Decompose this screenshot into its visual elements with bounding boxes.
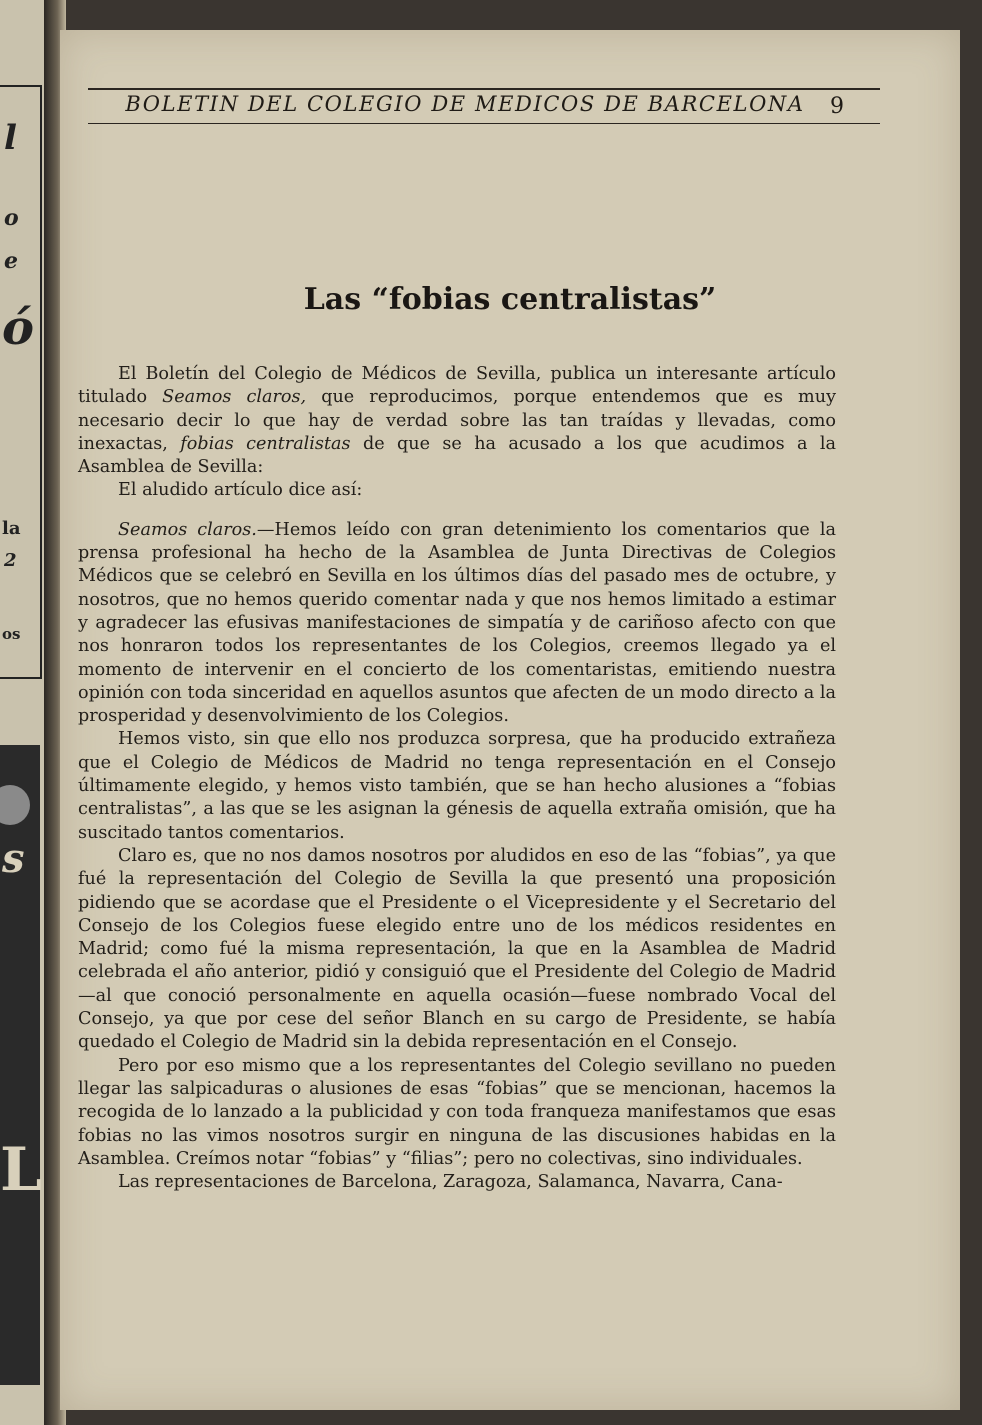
quoted-paragraph: Las representaciones de Barcelona, Zaragoza, Salamanca, Navarra, Cana- — [118, 1172, 783, 1193]
quoted-paragraph: Claro es, que no nos damos nosotros por aludidos en eso de las “fobias”, ya que fué la representación del Colegio de Sevilla la que presentó una proposición pidiendo que se acordase que el Presidente o el Vicepresidente y el Secretario del Consejo de los Colegios fuese elegido entre uno de los médicos residentes en Madrid; como fué la misma representación, la que en la Asamblea de Madrid celebrada el año anterior, pidió y consiguió que el Presidente del Colegio de Madrid—al que conoció personalmente en aquella ocasión—fuese nombrado Vocal del Consejo, ya que por cese del señor Blanch en su cargo de Presidente, se había quedado el Colegio de Madrid sin la debida representación en el Consejo. — [78, 845, 836, 1053]
facing-page-ornament — [0, 785, 30, 825]
facing-page-fragment: o — [4, 205, 19, 231]
facing-page-fragment: la — [2, 518, 21, 539]
page-number: 9 — [830, 94, 844, 119]
facing-page-fragment: e — [4, 248, 18, 274]
facing-page-fragment: s — [2, 835, 25, 882]
facing-page-edge — [0, 0, 50, 1425]
document-page — [60, 30, 960, 1410]
header-rule — [88, 88, 880, 90]
facing-page-fragment: l — [4, 118, 17, 158]
facing-page-fragment: ó — [2, 300, 35, 356]
intro-paragraph: El Boletín del Colegio de Médicos de Sevilla, publica un interesante artículo titulado Seamos claros, que reproducimos, porque entendemos que es muy necesario decir lo que hay de verdad sobre las tan traídas y llevadas, como inexactas, fobias centralistas de que se ha acusado a los que acudimos a la Asamblea de Sevilla: — [78, 364, 837, 478]
running-header-title: BOLETIN DEL COLEGIO DE MEDICOS DE BARCELONA — [125, 92, 805, 116]
article-body — [78, 363, 836, 1194]
quoted-paragraph: Hemos visto, sin que ello nos produzca sorpresa, que ha producido extrañeza que el Colegio de Médicos de Madrid no tenga representación en el Consejo últimamente elegido, y hemos visto también, que se han hecho alusiones a “fobias centralistas”, a las que se les asignan la génesis de aquella extraña omisión, que ha suscitado tantos comentarios. — [78, 729, 836, 843]
facing-page-fragment: 2 — [4, 550, 17, 571]
intro-paragraph: El aludido artículo dice así: — [118, 480, 363, 501]
facing-page-fragment: L — [0, 1135, 43, 1205]
header-rule — [88, 123, 880, 124]
facing-page-fragment: os — [2, 625, 21, 643]
facing-page-frame — [0, 85, 42, 679]
facing-page-dark-block — [0, 745, 43, 1385]
article-title: Las “fobias centralistas” — [303, 282, 717, 317]
quoted-paragraph: Seamos claros.—Hemos leído con gran detenimiento los comentarios que la prensa profesional ha hecho de la Asamblea de Junta Directivas de Colegios Médicos que se celebró en Sevilla en los últimos días del pasado mes de octubre, y nosotros, que no hemos querido comentar nada y que nos hemos limitado a estimar y agradecer las efusivas manifestaciones de simpatía y de cariñoso afecto con que nos honraron todos los representantes de los Colegios, creemos llegado ya el momento de intervenir en el concierto de los comentaristas, emitiendo nuestra opinión con toda sinceridad en aquellos asuntos que afecten de un modo directo a la prosperidad y desenvolvimiento de los Colegios. — [78, 519, 836, 727]
quoted-paragraph: Pero por eso mismo que a los representantes del Colegio sevillano no pueden llegar las salpicaduras o alusiones de esas “fobias” que se mencionan, hacemos la recogida de lo lanzado a la publicidad y con toda franqueza manifestamos que esas fobias no las vimos nosotros surgir en ninguna de las discusiones habidas en la Asamblea. Creímos notar “fobias” y “filias”; pero no colectivas, sino individuales. — [78, 1055, 836, 1169]
